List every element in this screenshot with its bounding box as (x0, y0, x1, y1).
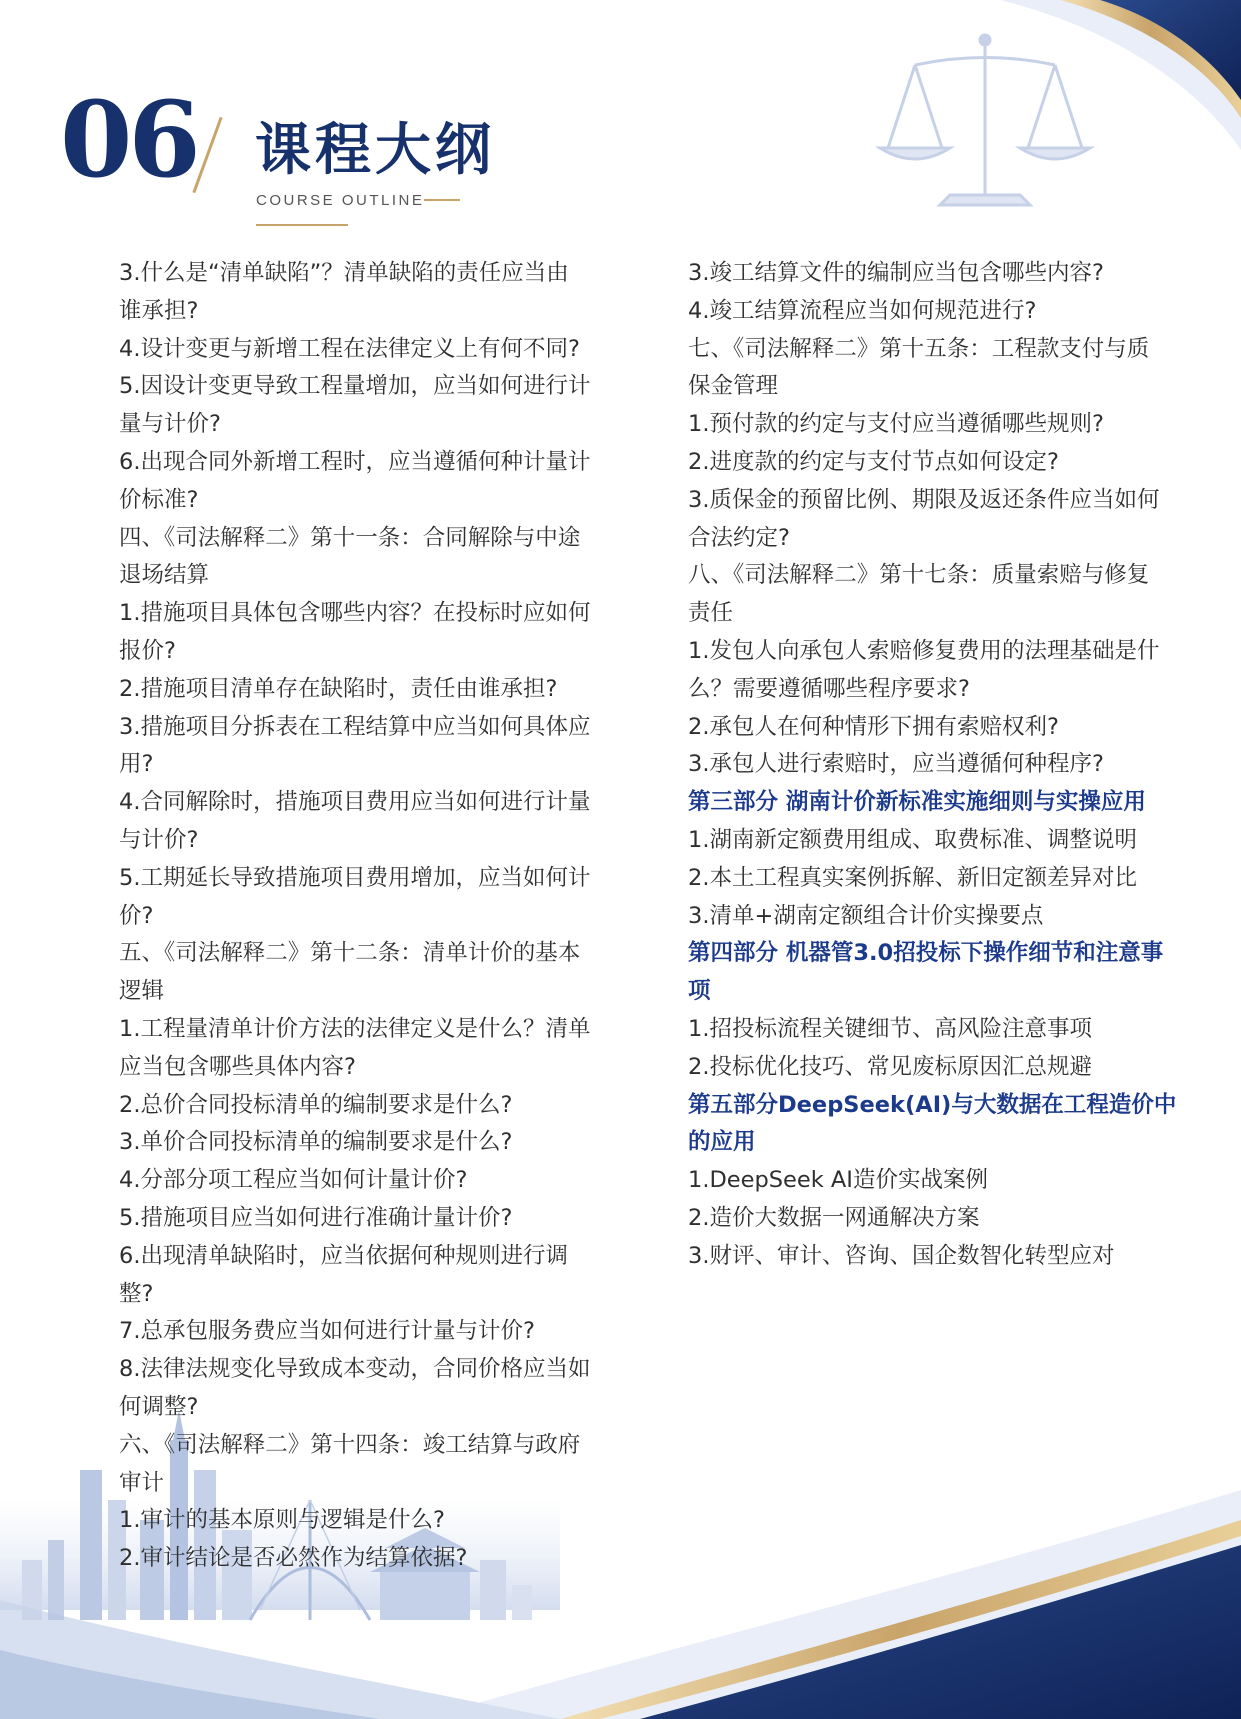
part-heading: 第四部分 机器管3.0招投标下操作细节和注意事 (688, 940, 1164, 967)
outline-line: 5.措施项目应当如何进行准确计量计价? (119, 1204, 513, 1231)
outline-line: 2.措施项目清单存在缺陷时，责任由谁承担? (119, 675, 558, 702)
outline-line: 1.审计的基本原则与逻辑是什么? (119, 1507, 445, 1534)
outline-line: 4.合同解除时，措施项目费用应当如何进行计量 (119, 789, 591, 816)
outline-line: 5.工期延长导致措施项目费用增加，应当如何计 (119, 864, 591, 891)
outline-line: 3.竣工结算文件的编制应当包含哪些内容? (688, 260, 1104, 286)
outline-line: 七、《司法解释二》第十五条：工程款支付与质 (688, 335, 1150, 362)
outline-line: 1.工程量清单计价方法的法律定义是什么？清单 (119, 1015, 591, 1042)
outline-line: 整? (119, 1280, 154, 1307)
outline-right-column (688, 255, 1177, 1276)
outline-line: 2.投标优化技巧、常见废标原因汇总规避 (688, 1053, 1092, 1080)
outline-line: 4.竣工结算流程应当如何规范进行? (688, 297, 1037, 324)
outline-line: 3.清单+湖南定额组合计价实操要点 (688, 902, 1044, 929)
outline-line: 6.出现合同外新增工程时，应当遵循何种计量计 (119, 448, 591, 475)
part-heading: 项 (688, 978, 711, 1005)
outline-line: 谁承担? (119, 297, 199, 324)
outline-line: 8.法律法规变化导致成本变动，合同价格应当如 (119, 1356, 591, 1383)
outline-line: 2.造价大数据一网通解决方案 (688, 1204, 980, 1231)
outline-line: 1.DeepSeek AI造价实战案例 (688, 1167, 988, 1194)
part-heading: 的应用 (688, 1129, 756, 1156)
outline-line: 何调整? (119, 1393, 199, 1420)
outline-line: 2.本土工程真实案例拆解、新旧定额差异对比 (688, 864, 1137, 891)
outline-line: 1.湖南新定额费用组成、取费标准、调整说明 (688, 826, 1137, 853)
subtitle-accent-line (424, 199, 460, 201)
outline-line: 应当包含哪些具体内容? (119, 1053, 356, 1080)
outline-line: 五、《司法解释二》第十二条：清单计价的基本 (119, 940, 581, 967)
outline-line: 1.发包人向承包人索赔修复费用的法理基础是什 (688, 637, 1160, 664)
outline-line: 3.单价合同投标清单的编制要求是什么? (119, 1129, 513, 1156)
outline-line: 4.设计变更与新增工程在法律定义上有何不同? (119, 335, 580, 362)
outline-line: 合法约定? (688, 524, 790, 551)
outline-line: 7.总承包服务费应当如何进行计量与计价? (119, 1318, 535, 1345)
outline-line: 3.什么是“清单缺陷”？清单缺陷的责任应当由 (119, 260, 569, 286)
page-subtitle: COURSE OUTLINE (256, 192, 425, 209)
outline-line: 3.质保金的预留比例、期限及返还条件应当如何 (688, 486, 1160, 513)
outline-left-column (119, 255, 599, 1578)
outline-line: 责任 (688, 600, 734, 627)
outline-line: 6.出现清单缺陷时，应当依据何种规则进行调 (119, 1242, 568, 1269)
part-heading: 第三部分 湖南计价新标准实施细则与实操应用 (688, 789, 1146, 816)
part-heading: 第五部分DeepSeek(AI)与大数据在工程造价中 (688, 1091, 1177, 1118)
outline-line: 2.进度款的约定与支付节点如何设定? (688, 448, 1059, 475)
outline-line: 八、《司法解释二》第十七条：质量索赔与修复 (688, 562, 1150, 589)
outline-line: 2.总价合同投标清单的编制要求是什么? (119, 1091, 513, 1118)
section-number: 06 (60, 78, 197, 201)
outline-line: 价? (119, 902, 154, 929)
section-header (0, 0, 1241, 240)
outline-line: 审计 (119, 1469, 165, 1496)
outline-line: 量与计价? (119, 411, 221, 438)
outline-line: 六、《司法解释二》第十四条：竣工结算与政府 (119, 1431, 581, 1458)
outline-line: 3.承包人进行索赔时，应当遵循何种程序? (688, 751, 1104, 778)
outline-line: 么？需要遵循哪些程序要求? (688, 675, 970, 702)
outline-line: 保金管理 (688, 373, 779, 400)
outline-line: 2.审计结论是否必然作为结算依据? (119, 1545, 468, 1572)
outline-line: 3.财评、审计、咨询、国企数智化转型应对 (688, 1242, 1115, 1269)
outline-line: 用? (119, 751, 154, 778)
outline-line: 1.预付款的约定与支付应当遵循哪些规则? (688, 411, 1104, 438)
outline-line: 4.分部分项工程应当如何计量计价? (119, 1167, 468, 1194)
outline-line: 报价? (119, 637, 176, 664)
outline-line: 逻辑 (119, 978, 165, 1005)
header-slash-divider (192, 117, 222, 193)
outline-line: 1.措施项目具体包含哪些内容？在投标时应如何 (119, 600, 591, 627)
outline-line: 2.承包人在何种情形下拥有索赔权利? (688, 713, 1059, 740)
title-underline (256, 224, 348, 226)
outline-line: 价标准? (119, 486, 199, 513)
outline-line: 5.因设计变更导致工程量增加，应当如何进行计 (119, 373, 591, 400)
outline-line: 退场结算 (119, 562, 210, 589)
outline-line: 3.措施项目分拆表在工程结算中应当如何具体应 (119, 713, 591, 740)
outline-line: 1.招投标流程关键细节、高风险注意事项 (688, 1015, 1092, 1042)
outline-line: 与计价? (119, 826, 199, 853)
outline-line: 四、《司法解释二》第十一条：合同解除与中途 (119, 524, 581, 551)
page-title: 课程大纲 (255, 117, 495, 183)
